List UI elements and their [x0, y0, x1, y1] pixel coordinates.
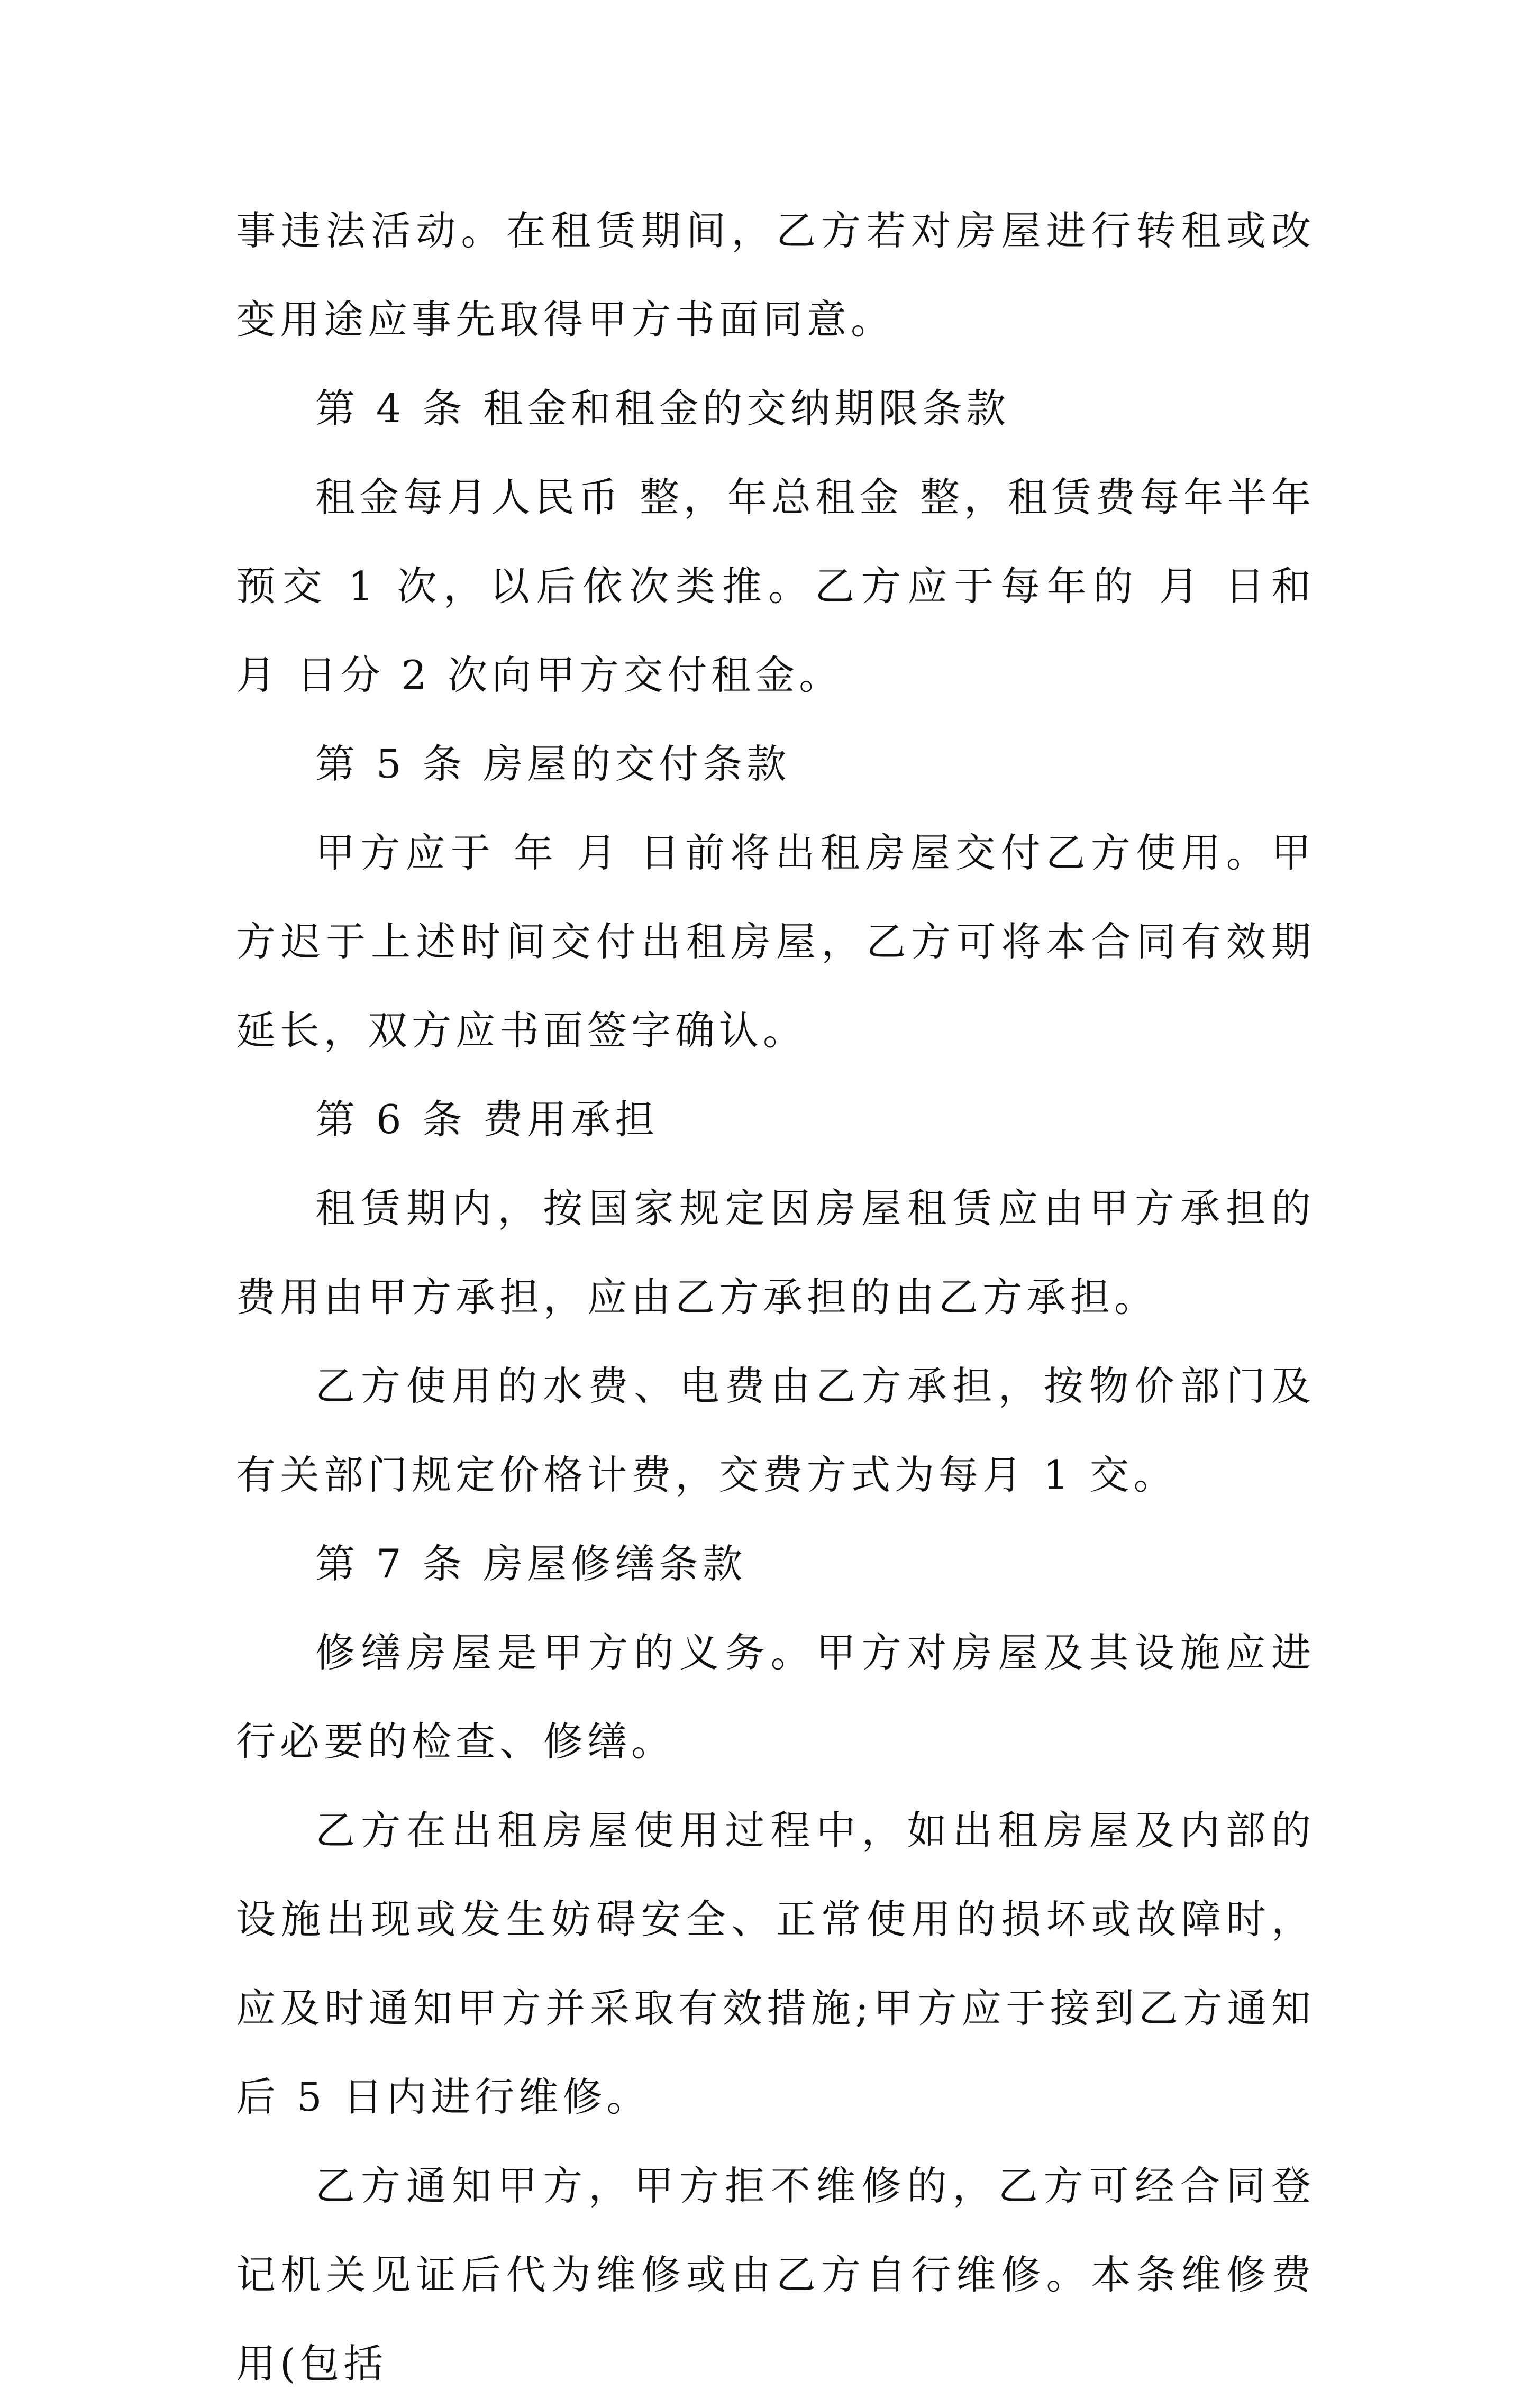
paragraph-continuation: 事违法活动。在租赁期间，乙方若对房屋进行转租或改变用途应事先取得甲方书面同意。: [236, 207, 1315, 343]
clause-heading-7: 第 7 条 房屋修缮条款: [315, 1540, 747, 1587]
document-body: [236, 186, 1315, 2408]
paragraph-delivery-terms: 甲方应于 年 月 日前将出租房屋交付乙方使用。甲方迟于上述时间交付出租房屋，乙方可将本合同有效期延长，双方应书面签字确认。: [236, 829, 1315, 1054]
paragraph-utilities: 乙方使用的水费、电费由乙方承担，按物价部门及有关部门规定价格计费，交费方式为每月 1 交。: [236, 1363, 1315, 1498]
clause-heading-5: 第 5 条 房屋的交付条款: [315, 741, 791, 787]
clause-heading-6: 第 6 条 费用承担: [315, 1096, 659, 1143]
paragraph-rent-terms: 租金每月人民币 整，年总租金 整，租赁费每年半年预交 1 次，以后依次类推。乙方应于每年的 月 日和 月 日分 2 次向甲方交付租金。: [236, 474, 1315, 698]
paragraph-repair-refusal: 乙方通知甲方，甲方拒不维修的，乙方可经合同登记机关见证后代为维修或由乙方自行维修。本条维修费用(包括: [236, 2163, 1315, 2387]
paragraph-repair-notice: 乙方在出租房屋使用过程中，如出租房屋及内部的设施出现或发生妨碍安全、正常使用的损坏或故障时，应及时通知甲方并采取有效措施;甲方应于接到乙方通知后 5 日内进行维修。: [236, 1807, 1315, 2120]
clause-heading-4: 第 4 条 租金和租金的交纳期限条款: [315, 385, 1010, 432]
paragraph-repair-duty: 修缮房屋是甲方的义务。甲方对房屋及其设施应进行必要的检查、修缮。: [236, 1629, 1315, 1765]
paragraph-cost-bearing: 租赁期内，按国家规定因房屋租赁应由甲方承担的费用由甲方承担，应由乙方承担的由乙方承担。: [236, 1185, 1315, 1320]
